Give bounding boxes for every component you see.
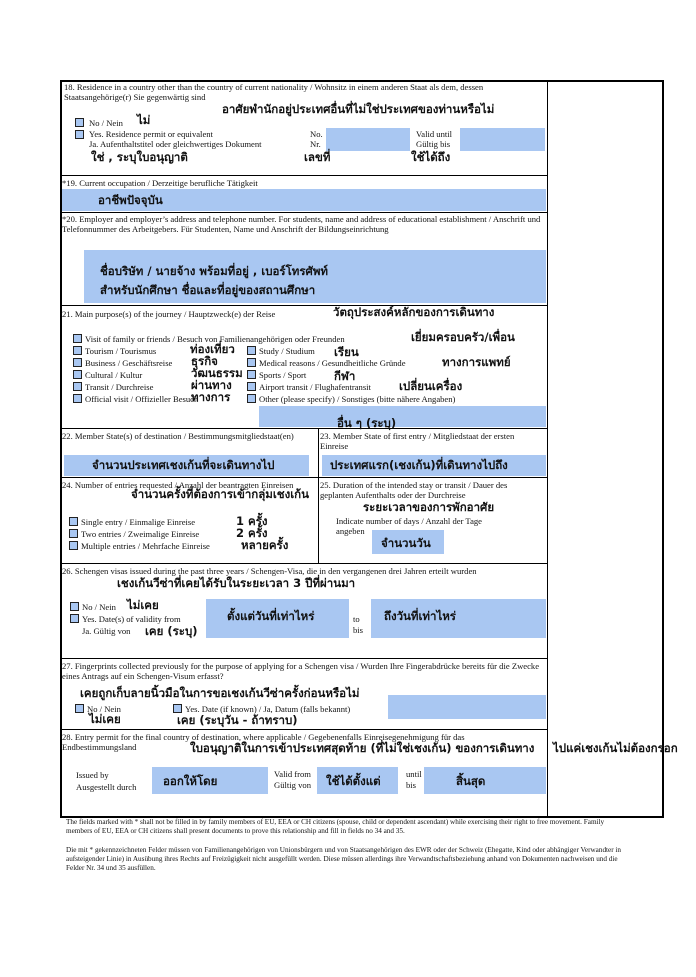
s21-official-checkbox[interactable]	[73, 394, 82, 403]
s21-other-checkbox[interactable]	[247, 394, 256, 403]
s18-thai-no: ไม่	[137, 113, 151, 127]
row-divider	[60, 477, 548, 478]
s21-cultural-checkbox[interactable]	[73, 370, 82, 379]
right-column-divider	[547, 80, 548, 818]
s27-thai-no: ไม่เคย	[89, 712, 121, 726]
s19-label: *19. Current occupation / Derzeitige berufliche Tätigkeit	[62, 178, 258, 188]
s21-family-label: Visit of family or friends / Besuch von Familienangehörigen oder Freunden	[85, 334, 345, 344]
col-divider	[318, 428, 319, 563]
s24-thai-two: 2 ครั้ง	[236, 526, 268, 540]
s21-thai-official: ทางการ	[191, 390, 231, 404]
s28-thai-note: ไปแค่เชงเก้นไม่ต้องกรอก	[553, 741, 678, 755]
s25-indicate-label: Indicate number of days / Anzahl der Tage angeben	[336, 516, 482, 536]
s27-no-label: No / Nein	[87, 704, 121, 714]
s21-other-field[interactable]	[259, 406, 546, 427]
s24-thai-question: จำนวนครั้งที่ต้องการเข้ากลุ่มเชงเก้น	[131, 487, 309, 501]
s21-business-label: Business / Geschäftsreise	[85, 358, 173, 368]
s21-thai-tourism: ท่องเที่ยว	[190, 342, 235, 356]
s22-thai: จำนวนประเทศเชงเก้นที่จะเดินทางไป	[92, 458, 275, 472]
s18-thai-yes: ใช่ , ระบุใบอนุญาติ	[91, 150, 188, 164]
s24-single-checkbox[interactable]	[69, 517, 78, 526]
s26-thai-no: ไม่เคย	[127, 598, 159, 612]
s26-thai-to: ถึงวันที่เท่าไหร่	[384, 609, 456, 623]
s18-no-label: No / Nein	[89, 118, 123, 128]
s24-thai-single: 1 ครั้ง	[236, 514, 268, 528]
s20-thai-1: ชื่อบริษัท / นายจ้าง พร้อมที่อยู่ , เบอร์โทรศัพท์	[100, 264, 328, 278]
s24-two-checkbox[interactable]	[69, 529, 78, 538]
s21-thai-transit: ผ่านทาง	[191, 378, 232, 392]
s18-yes-label-1: Yes. Residence permit or equivalent	[89, 129, 213, 139]
s21-thai-family: เยี่ยมครอบครัว/เพื่อน	[411, 330, 515, 344]
s26-thai-yes: เคย (ระบุ)	[145, 624, 198, 638]
s21-study-checkbox[interactable]	[247, 346, 256, 355]
s21-tourism-checkbox[interactable]	[73, 346, 82, 355]
s18-permit-number-field[interactable]	[326, 128, 410, 151]
footer-note-de: Die mit * gekennzeichneten Felder müssen von Familienangehörigen von Unionsbürgern und von Staatsangehörigen des EWR oder der Schweiz (Ehegatte, Kind oder abhängiger Verwandter in aufsteigender Linie) in Ausübung ihres Rechts auf Freizügigkeit nicht ausgefüllt werden. Diese müssen allerdings ihre Verwandtschaftsbeziehung anhand von Dokumenten nachweisen und die Felder Nr. 34 und 35 ausfüllen.	[66, 846, 622, 872]
s26-thai-question: เชงเก้นวีซ่าที่เคยได้รับในระยะเวลา 3 ปีที่ผ่านมา	[117, 576, 356, 590]
s21-thai-medical: ทางการแพทย์	[442, 355, 511, 369]
s27-thai-question: เคยถูกเก็บลายนิ้วมือในการขอเชงเก้นวีซ่าครั้งก่อนหรือไม่	[80, 686, 360, 700]
s24-single-label: Single entry / Einmalige Einreise	[81, 517, 196, 527]
s24-multiple-label: Multiple entries / Mehrfache Einreise	[81, 541, 210, 551]
s27-thai-yes: เคย (ระบุวัน - ถ้าทราบ)	[177, 713, 298, 727]
s20-thai-2: สำหรับนักศึกษา ชื่อและที่อยู่ของสถานศึกษา	[100, 283, 316, 297]
s18-no-checkbox[interactable]	[75, 118, 84, 127]
s21-cultural-label: Cultural / Kultur	[85, 370, 143, 380]
s21-business-checkbox[interactable]	[73, 358, 82, 367]
s21-thai-question: วัตถุประสงค์หลักของการเดินทาง	[333, 305, 495, 319]
s21-thai-airport: เปลี่ยนเครื่อง	[399, 379, 463, 393]
row-divider	[60, 428, 548, 429]
s24-label: 24. Number of entries requested / Anzahl der beantragten Einreisen	[62, 480, 294, 490]
s28-until-label-2: bis	[406, 780, 417, 790]
s18-yes-label-2: Ja. Aufenthaltstitel oder gleichwertiges Dokument	[89, 139, 262, 149]
s21-medical-label: Medical reasons / Gesundheitliche Gründe	[259, 358, 406, 368]
s19-thai: อาชีพปัจจุบัน	[98, 193, 163, 207]
row-divider	[60, 175, 548, 176]
footer-note-en: The fields marked with * shall not be filled in by family members of EU, EEA or CH citizens (spouse, child or dependent ascendant) while exercising their right to free movement. Family members of EU, EEA or CH citizens shall present documents to prove this relationship and fill in fields no 34 and 35.	[66, 818, 605, 835]
s21-sports-label: Sports / Sport	[259, 370, 307, 380]
s18-thai-question: อาศัยพำนักอยู่ประเทศอื่นที่ไม่ใช่ประเทศของท่านหรือไม่	[222, 102, 495, 116]
s28-thai-valid: ใช้ได้ตั้งแต่	[326, 774, 381, 788]
s28-label: 28. Entry permit for the final country of destination, where applicable / Gegebenenfalls Einreisegenehmigung für das Endbestimmungsland	[62, 732, 465, 752]
s26-to-label-2: bis	[353, 625, 364, 635]
row-divider	[60, 658, 548, 659]
s21-thai-cultural: วัฒนธรรม	[191, 366, 243, 380]
s18-number-label-1: No.	[310, 129, 323, 139]
s25-thai-question: ระยะเวลาของการพักอาศัย	[363, 500, 495, 514]
s26-no-checkbox[interactable]	[70, 602, 79, 611]
s27-no-checkbox[interactable]	[75, 704, 84, 713]
s28-issued-label-2: Ausgestellt durch	[76, 782, 137, 792]
s18-valid-until-field[interactable]	[460, 128, 545, 151]
s21-family-checkbox[interactable]	[73, 334, 82, 343]
s27-yes-label: Yes. Date (if known) / Ja, Datum (falls bekannt)	[185, 704, 351, 714]
s23-label: 23. Member State of first entry / Mitgliedstaat der ersten Einreise	[320, 431, 515, 451]
s21-airport-checkbox[interactable]	[247, 382, 256, 391]
s24-two-label: Two entries / Zweimalige Einreise	[81, 529, 200, 539]
s28-until-label-1: until	[406, 769, 422, 779]
s26-to-label-1: to	[353, 614, 360, 624]
s21-thai-sports: กีฬา	[334, 369, 356, 383]
s28-thai-question: ใบอนุญาติในการเข้าประเทศสุดท้าย (ที่ไม่ใช่เชงเก้น) ของการเดินทาง	[190, 741, 535, 755]
s18-valid-label-2: Gültig bis	[416, 139, 451, 149]
s26-yes-checkbox[interactable]	[70, 614, 79, 623]
s21-study-label: Study / Studium	[259, 346, 315, 356]
s24-thai-multiple: หลายครั้ง	[241, 538, 289, 552]
s18-valid-label-1: Valid until	[416, 129, 453, 139]
s27-yes-checkbox[interactable]	[173, 704, 182, 713]
s25-thai-days: จำนวนวัน	[381, 536, 431, 550]
s28-thai-until: สิ้นสุด	[456, 774, 486, 788]
s18-number-label-2: Nr.	[310, 139, 321, 149]
s25-label: 25. Duration of the intended stay or transit / Dauer des geplanten Aufenthalts oder der Durchreise	[320, 480, 508, 500]
s28-valid-label-1: Valid from	[274, 769, 311, 779]
s26-no-label: No / Nein	[82, 602, 116, 612]
row-divider	[60, 729, 548, 730]
s27-date-field[interactable]	[388, 695, 546, 719]
s21-airport-label: Airport transit / Flughafentransit	[259, 382, 371, 392]
s23-thai: ประเทศแรก(เชงเก้น)ที่เดินทางไปถึง	[330, 458, 508, 472]
s18-yes-checkbox[interactable]	[75, 130, 84, 139]
s21-tourism-label: Tourism / Tourismus	[85, 346, 157, 356]
s21-transit-checkbox[interactable]	[73, 382, 82, 391]
s18-label: 18. Residence in a country other than the country of current nationality / Wohnsitz in einem anderen Staat als dem, dessen Staatsangehörige(r) Sie gegenwärtig sind	[64, 82, 484, 102]
s20-label: *20. Employer and employer’s address and telephone number. For students, name and address of educational establishment / Anschrift und Telefonnummer des Arbeitgebers. Für Studenten, Name und Anschrift der Bildungseinrichtung	[62, 214, 541, 234]
row-divider	[60, 563, 548, 564]
s21-thai-business: ธุรกิจ	[191, 354, 218, 368]
s27-label: 27. Fingerprints collected previously for the purpose of applying for a Schengen visa / Wurden Ihre Fingerabdrücke bereits für die Zwecke eines Antrags auf ein Schengen-Visum erfasst?	[62, 661, 540, 681]
s28-issued-label-1: Issued by	[76, 770, 109, 780]
s21-other-label: Other (please specify) / Sonstiges (bitte nähere Angaben)	[259, 394, 456, 404]
s18-thai-valid: ใช้ได้ถึง	[411, 150, 451, 164]
s28-thai-issued: ออกให้โดย	[163, 774, 218, 788]
s24-multiple-checkbox[interactable]	[69, 541, 78, 550]
s21-official-label: Official visit / Offizieller Besuch	[85, 394, 199, 404]
s21-sports-checkbox[interactable]	[247, 370, 256, 379]
s21-transit-label: Transit / Durchreise	[85, 382, 154, 392]
s28-valid-label-2: Gültig von	[274, 780, 312, 790]
s26-label: 26. Schengen visas issued during the past three years / Schengen-Visa, die in den vergangenen drei Jahren erteilt wurden	[62, 566, 477, 576]
s26-yes-label-2: Ja. Gültig von	[82, 626, 131, 636]
s21-label: 21. Main purpose(s) of the journey / Hauptzweck(e) der Reise	[62, 309, 276, 319]
s21-medical-checkbox[interactable]	[247, 358, 256, 367]
s21-thai-other: อื่น ๆ (ระบุ)	[337, 416, 397, 430]
s26-thai-from: ตั้งแต่วันที่เท่าไหร่	[227, 609, 315, 623]
s22-label: 22. Member State(s) of destination / Bestimmungsmitgliedstaat(en)	[62, 431, 294, 441]
s26-yes-label-1: Yes. Date(s) of validity from	[82, 614, 181, 624]
row-divider	[60, 212, 548, 213]
s18-thai-number: เลขที่	[304, 150, 331, 164]
s21-thai-study: เรียน	[334, 345, 359, 359]
